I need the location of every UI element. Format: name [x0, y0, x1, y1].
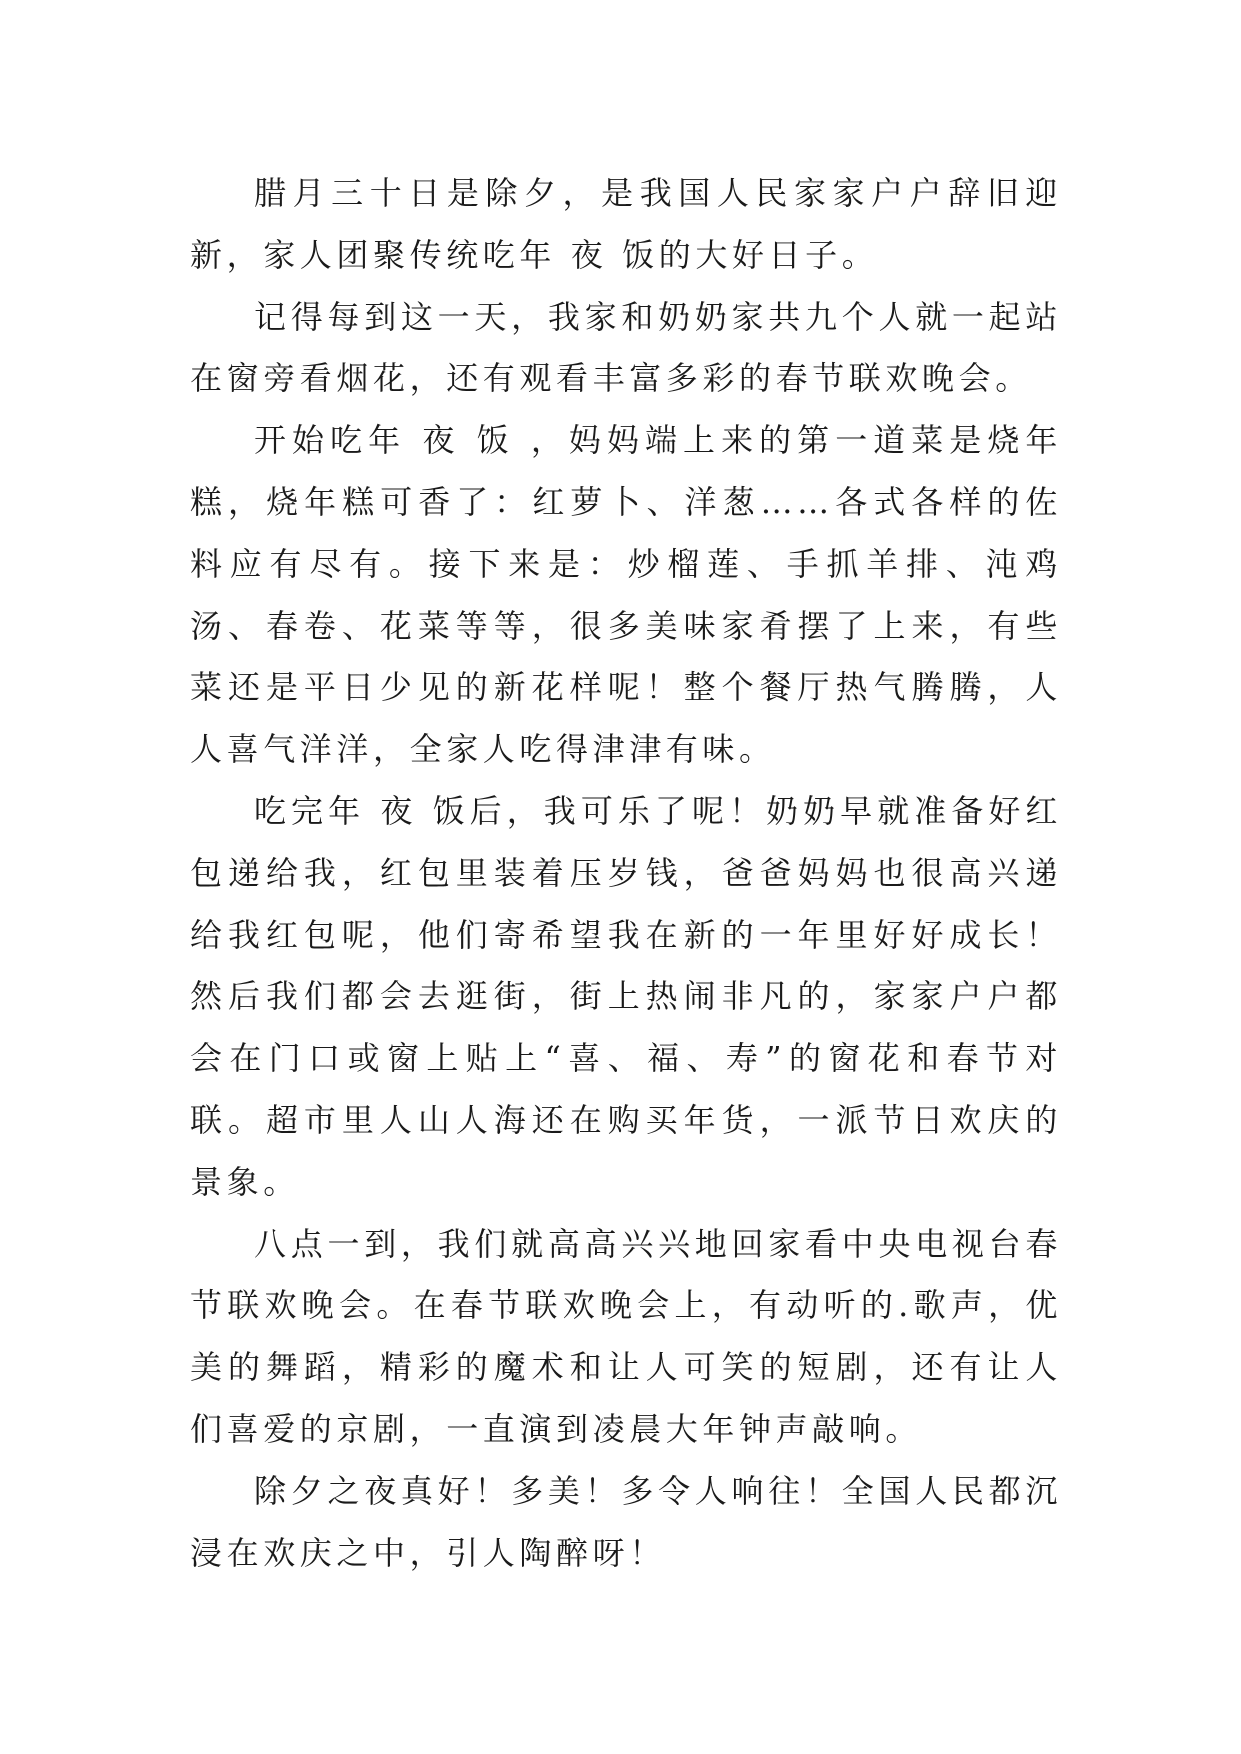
paragraph: 腊月三十日是除夕，是我国人民家家户户辞旧迎新，家人团聚传统吃年 夜 饭的大好日子。 [190, 174, 1062, 274]
document-body [190, 163, 1062, 1584]
paragraph: 八点一到，我们就高高兴兴地回家看中央电视台春节联欢晚会。在春节联欢晚会上，有动听的.歌声，优美的舞蹈，精彩的魔术和让人可笑的短剧，还有让人们喜爱的京剧，一直演到凌晨大年钟声敲响。 [190, 1224, 1062, 1448]
paragraph: 除夕之夜真好！多美！多令人响往！全国人民都沉浸在欢庆之中，引人陶醉呀！ [190, 1471, 1062, 1572]
paragraph: 吃完年 夜 饭后，我可乐了呢！奶奶早就准备好红包递给我，红包里装着压岁钱，爸爸妈妈也很高兴递给我红包呢，他们寄希望我在新的一年里好好成长！然后我们都会去逛街，街上热闹非凡的，家家户户都会在门口或窗上贴上“喜、福、寿”的窗花和春节对联。超市里人山人海还在购买年货，一派节日欢庆的景象。 [190, 791, 1062, 1201]
paragraph: 记得每到这一天，我家和奶奶家共九个人就一起站在窗旁看烟花，还有观看丰富多彩的春节联欢晚会。 [190, 297, 1062, 398]
paragraph: 开始吃年 夜 饭 ，妈妈端上来的第一道菜是烧年糕，烧年糕可香了：红萝卜、洋葱……各式各样的佐料应有尽有。接下来是：炒榴莲、手抓羊排、沌鸡汤、春卷、花菜等等，很多美味家肴摆了上来，有些菜还是平日少见的新花样呢！整个餐厅热气腾腾，人人喜气洋洋，全家人吃得津津有味。 [190, 421, 1062, 769]
